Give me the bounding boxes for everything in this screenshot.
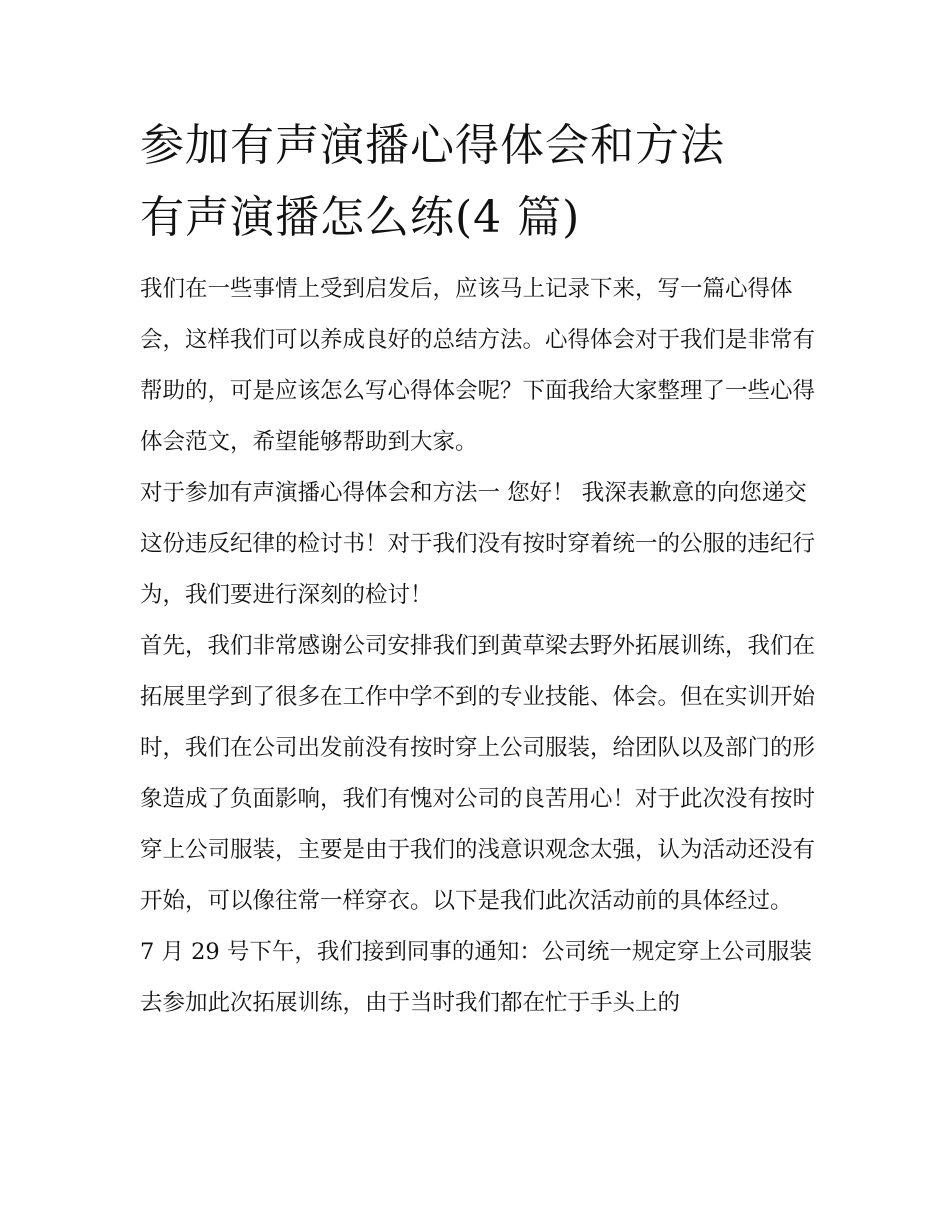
title-line-2: 有声演播怎么练(4 篇) <box>140 192 581 243</box>
paragraph-details: 7 月 29 号下午，我们接到同事的通知：公司统一规定穿上公司服装去参加此次拓展训练，由于当时我们都在忙于手头上的 <box>140 939 812 1016</box>
paragraph-apology: 对于参加有声演播心得体会和方法一 您好！ 我深表歉意的向您递交这份违反纪律的检讨书！对于我们没有按时穿着统一的公服的违纪行为，我们要进行深刻的检讨！ <box>140 480 816 608</box>
paragraph-intro: 我们在一些事情上受到启发后，应该马上记录下来，写一篇心得体会，这样我们可以养成良好的总结方法。心得体会对于我们是非常有帮助的，可是应该怎么写心得体会呢？下面我给大家整理了一些心得体会范文，希望能够帮助到大家。 <box>140 276 816 455</box>
document-title <box>140 110 815 254</box>
paragraph-reason: 首先，我们非常感谢公司安排我们到黄草梁去野外拓展训练，我们在拓展里学到了很多在工作中学不到的专业技能、体会。但在实训开始时，我们在公司出发前没有按时穿上公司服装，给团队以及部门的形象造成了负面影响，我们有愧对公司的良苦用心！对于此次没有按时穿上公司服装，主要是由于我们的浅意识观念太强，认为活动还没有开始，可以像往常一样穿衣。以下是我们此次活动前的具体经过。 <box>140 633 816 914</box>
document-body <box>140 264 815 1029</box>
title-line-1: 参加有声演播心得体会和方法 <box>140 120 725 171</box>
